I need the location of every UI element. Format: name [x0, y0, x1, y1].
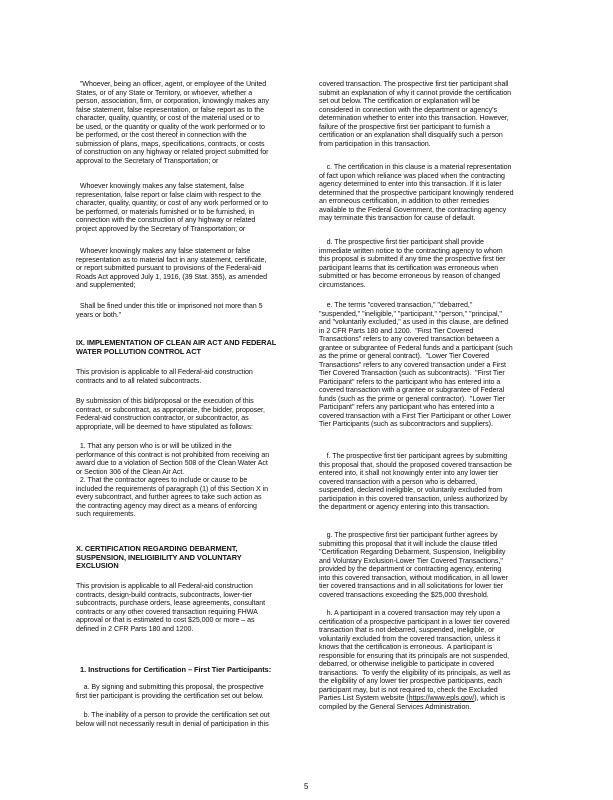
paragraph-submission: By submission of this bid/proposal or the execution of this contract, or subcontract, as appropriate, the bidder, proposer, Federal-aid construction contractor, or subcontractor, as appropriate, will be deemed to have stipulated as follows: — [76, 397, 265, 431]
section-heading-ix: IX. IMPLEMENTATION OF CLEAN AIR ACT AND FEDERAL WATER POLLUTION CONTROL ACT — [76, 338, 277, 356]
paragraph-whoever-false-claim: Whoever knowingly makes any false statement, false representation, false report or false claim with respect to the character, quality, quantity, or cost of any work performed or to be performed, or materials furnished or to be furnished, in connection with the construction of any highway or related project approved by the Secretary of Transportation; or — [76, 182, 269, 233]
paragraph-whoever-officer: "Whoever, being an officer, agent, or employee of the United States, or of any State or Territory, or whoever, whether a person, association, firm, or corporation, knowingly makes any false statement, false representation, or false report as to the character, quality, quantity, or cost of the material used or to be used, or the quantity or quality of the work performed or to be performed, or the cost thereof in connection with the submission of plans, maps, specifications, contracts, or costs of construction on any highway or related project submitted for approval to the Secretary of Transportation; or — [76, 80, 269, 165]
paragraph-h — [319, 609, 555, 711]
paragraph-d: d. The prospective first tier participant shall provide immediate written notice to the contracting agency to whom this proposal is submitted if any time the prospective first tier participant learns that its certification was erroneous when submitted or has become erroneous by reason of changed circumstances. — [319, 238, 506, 289]
paragraph-applicability-x: This provision is applicable to all Federal-aid construction contracts, design-build contracts, subcontracts, lower-tier subcontracts, purchase orders, lease agreements, consultant contracts or any other covered transaction requiring FHWA approval or that is estimated to cost $25,000 or more – as defined in 2 CFR Parts 180 and 1200. — [76, 582, 266, 633]
paragraph-h-text-end: ), which is compiled by the General Services Administration. — [319, 694, 506, 711]
paragraph-b: b. The inability of a person to provide the certification set out below will not necessarily result in denial of participation in this — [76, 711, 270, 728]
epls-website-link[interactable]: https://www.epls.gov/ — [408, 694, 475, 702]
paragraph-g: g. The prospective first tier participant further agrees by submitting this proposal that it will include the clause titled "Certification Regarding Debarment, Suspension, Ineligibility and Voluntary Exclusion-Lower Tier Covered Transactions," provided by the department or contracting agency, entering into this covered transaction, without modification, in all lower tier covered transactions and in all solicitations for lower tier covered transactions exceeding the $25,000 threshold. — [319, 531, 508, 599]
paragraph-a: a. By signing and submitting this proposal, the prospective first tier participant is providing the certification set out below. — [76, 683, 264, 700]
paragraph-shall-be-fined: Shall be fined under this title or imprisoned not more than 5 years or both." — [76, 302, 263, 319]
paragraph-c: c. The certification in this clause is a material representation of fact upon which reliance was placed when the contracting agency determined to enter into this transaction. If it is later determined that the prospective participant knowingly rendered an erroneous certification, in addition to other remedies available to the Federal Government, the contracting agency may terminate this transaction for cause of default. — [319, 163, 514, 222]
page-number: 5 — [304, 782, 309, 791]
section-heading-x: X. CERTIFICATION REGARDING DEBARMENT, SUSPENSION, INELIGIBILITY AND VOLUNTARY EXCLUSION — [76, 544, 242, 570]
subheading-instructions: 1. Instructions for Certification – First Tier Participants: — [76, 665, 272, 674]
paragraph-f: f. The prospective first tier participant agrees by submitting this proposal that, should the proposed covered transaction be entered into, it shall not knowingly enter into any lower tier covered transaction with a person who is debarred, suspended, declared ineligible, or voluntarily excluded from participation in this covered transaction, unless authorized by the department or agency entering into this transaction. — [319, 452, 512, 511]
paragraph-applicability-ix: This provision is applicable to all Federal-aid construction contracts and to all related subcontracts. — [76, 368, 253, 385]
paragraph-stipulations: 1. That any person who is or will be utilized in the performance of this contract is not prohibited from receiving an award due to a violation of Section 508 of the Clean Water Act or Section 306 of the Clean Air Act. 2. That the contractor agrees to include or cause to be included the requirements of paragraph (1) of this Section X in every subcontract, and further agrees to take such action as the contracting agency may direct as a means of enforcing such requirements. — [76, 442, 270, 518]
paragraph-whoever-material-fact: Whoever knowingly makes any false statement or false representation as to material fact in any statement, certificate, or report submitted pursuant to provisions of the Federal-aid Roads Act approved July 1, 1916, (39 Stat. 355), as amended and supplemented; — [76, 247, 268, 289]
paragraph-b-continued: covered transaction. The prospective first tier participant shall submit an explanation of why it cannot provide the certification set out below. The certification or explanation will be considered in connection with the department or agency's determination whether to enter into this transaction. However, failure of the prospective first tier participant to furnish a certification or an explanation shall disqualify such a person from participation in this transaction. — [319, 80, 511, 148]
paragraph-e: e. The terms "covered transaction," "debarred," "suspended," "ineligible," "participant," "person," "principal," and "voluntarily excluded," as used in this clause, are defined in 2 CFR Parts 180 and 1200. "First Tier Covered Transactions" refers to any covered transaction between a grantee or subgrantee of Federal funds and a participant (such as the prime or general contract). "Lower Tier Covered Transactions" refers to any covered transaction under a First Tier Covered Transaction (such as subcontracts). "First Tier Participant" refers to the participant who has entered into a covered transaction with a grantee or subgrantee of Federal funds (such as the prime or general contractor). "Lower Tier Participant" refers any participant who has entered into a covered transaction with a First Tier Participant or other Lower Tier Participants (such as subcontractors and suppliers). — [319, 301, 513, 428]
paragraph-h-text: h. A participant in a covered transaction may rely upon a certification of a prospective participant in a lower tier covered transaction that is not debarred, suspended, ineligible, or voluntarily excluded from the covered transaction, unless it knows that the certification is erroneous. A participant is responsible for ensuring that its principals are not suspended, debarred, or otherwise ineligible to participate in covered transactions. To verify the eligibility of its principals, as well as the eligibility of any lower tier prospective participants, each participant may, but is not required to, check the Excluded Parties List System website ( — [319, 609, 511, 702]
